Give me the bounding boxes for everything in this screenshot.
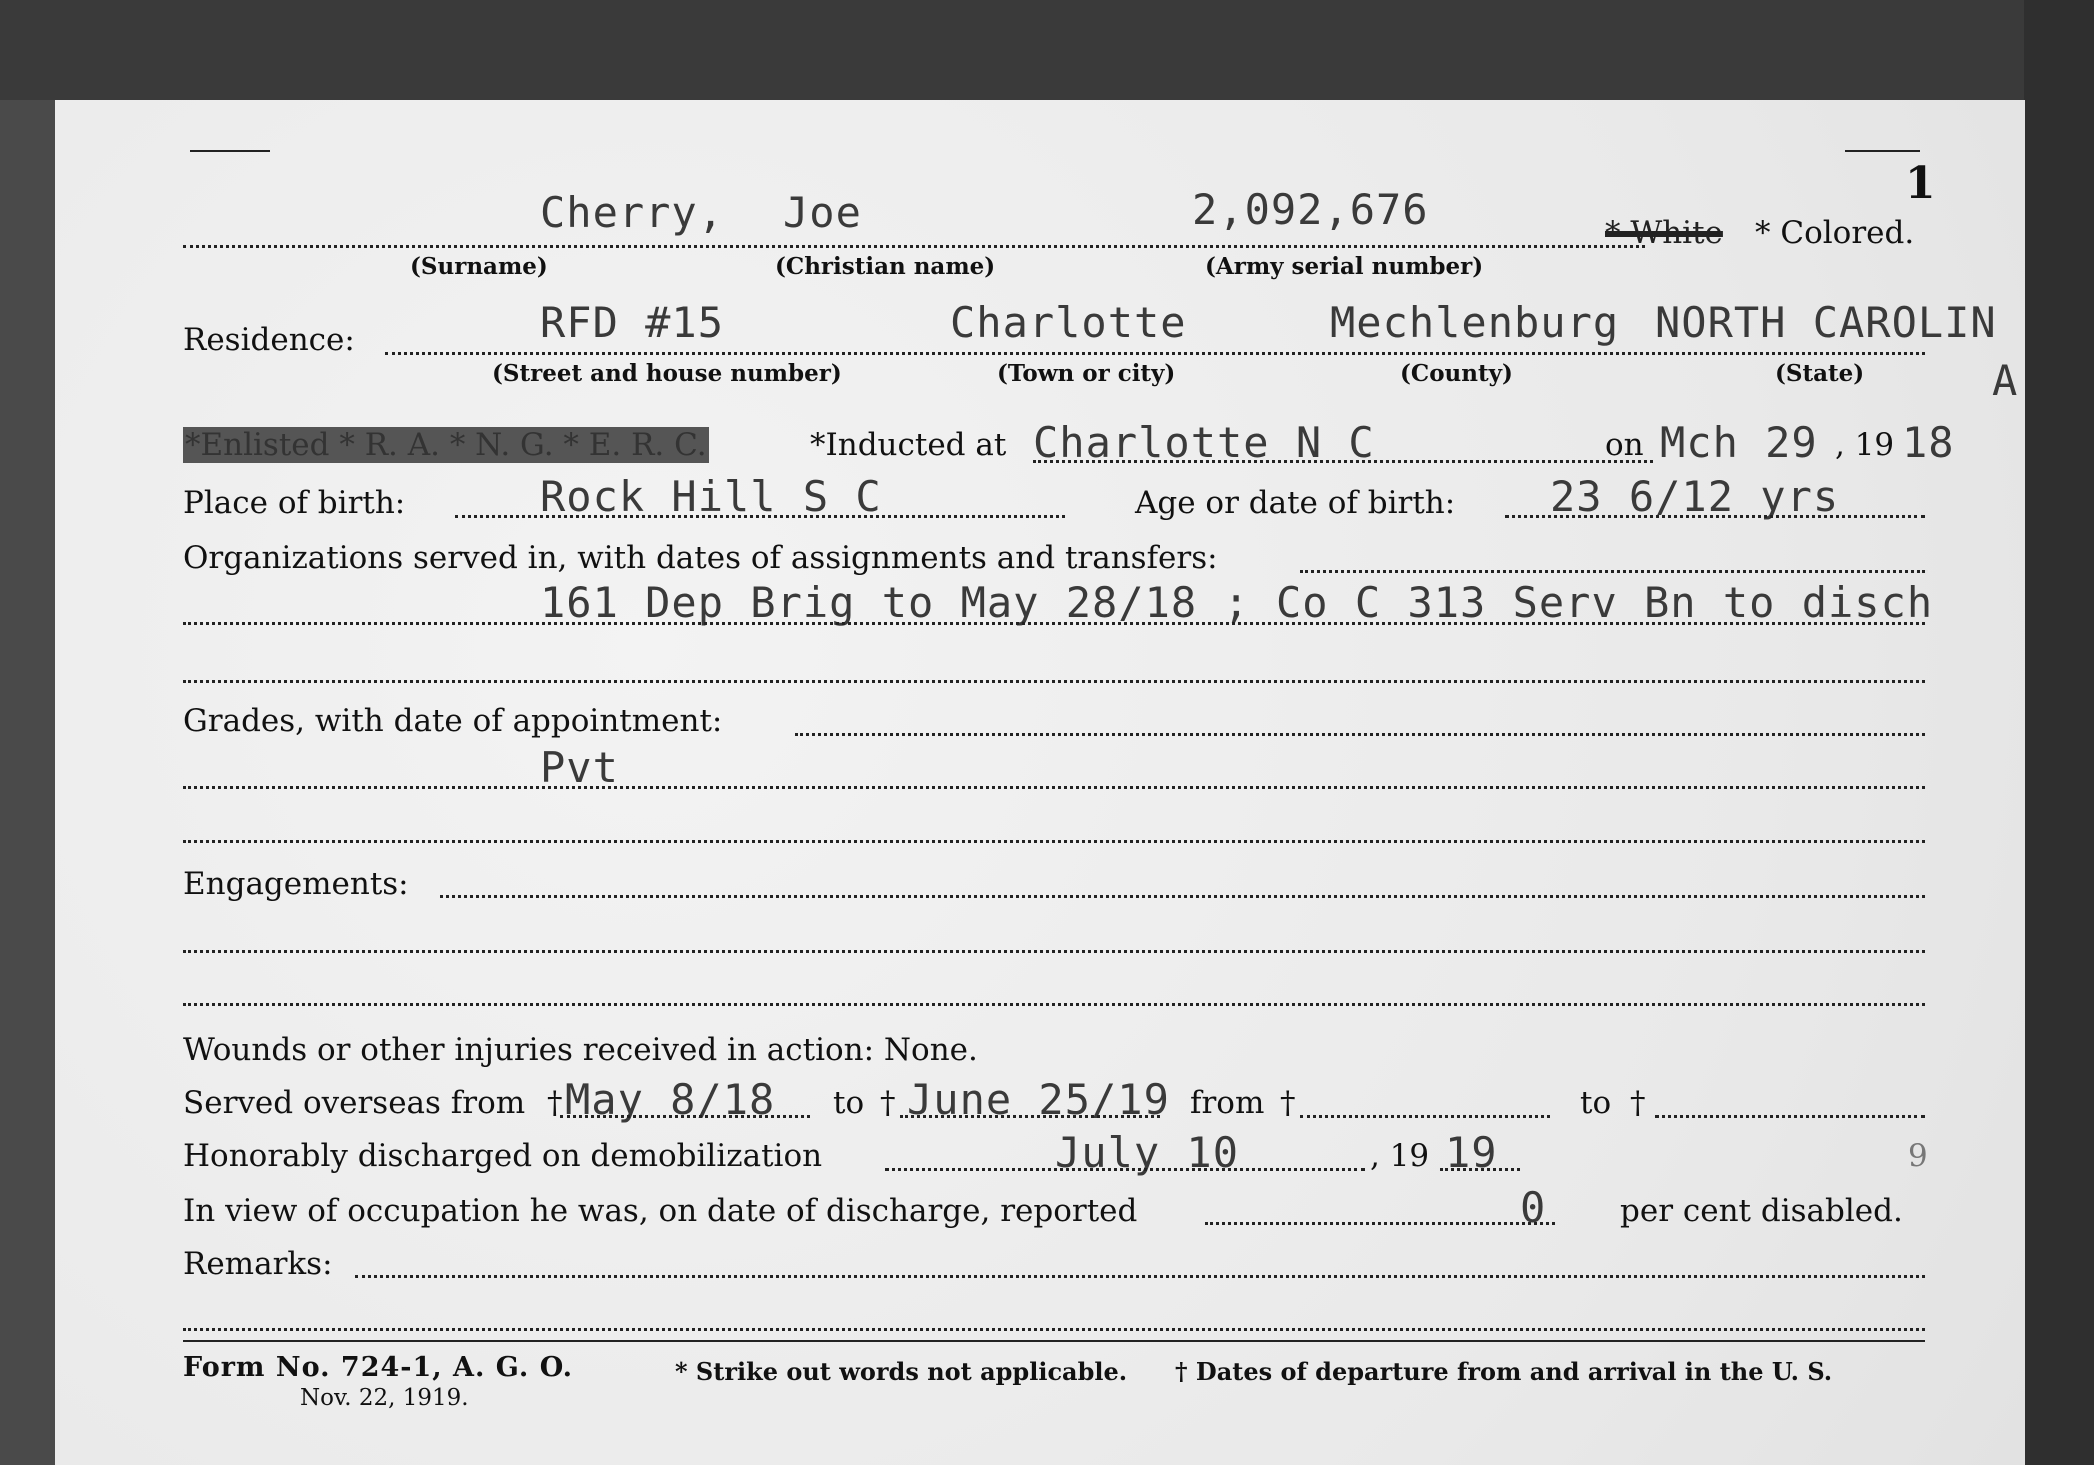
birth-place-label: Place of birth:: [183, 485, 406, 521]
state-caption: (State): [1775, 360, 1865, 387]
remarks-line-2: [183, 1328, 1925, 1331]
discharge-date-value: July 10: [1055, 1128, 1240, 1177]
engagements-line-1: [440, 895, 1925, 898]
town-caption: (Town or city): [997, 360, 1176, 387]
footer-rule: [183, 1340, 1925, 1342]
overseas-from-label-2: from: [1190, 1085, 1265, 1121]
organizations-line-2: [183, 680, 1925, 683]
form-number: Form No. 724-1, A. G. O.: [183, 1352, 574, 1383]
street-value: RFD #15: [540, 298, 725, 347]
overseas-label: Served overseas from: [183, 1085, 526, 1121]
age-label: Age or date of birth:: [1135, 485, 1456, 521]
background-top: [0, 0, 2094, 100]
inducted-label: *Inducted at: [810, 427, 1007, 463]
discharge-label: Honorably discharged on demobilization: [183, 1138, 823, 1174]
overseas-to-line: [900, 1115, 1160, 1118]
inducted-line: [1033, 460, 1653, 463]
town-value: Charlotte: [950, 298, 1187, 347]
overseas-from-value: May 8/18: [565, 1075, 776, 1124]
birth-place-line: [455, 515, 1065, 518]
race-white: * White: [1605, 215, 1723, 251]
overseas-from-line-2: [1300, 1115, 1550, 1118]
organizations-label: Organizations served in, with dates of assignments and transfers:: [183, 540, 1218, 576]
organizations-line-1: [183, 622, 1925, 625]
surname-value: Cherry,: [540, 188, 725, 237]
footer-note-strike: * Strike out words not applicable.: [675, 1357, 1128, 1386]
inducted-place-value: Charlotte N C: [1033, 418, 1375, 467]
top-right-rule: [1845, 150, 1920, 152]
discharge-line: [885, 1168, 1365, 1171]
induction-year-value: 18: [1902, 418, 1955, 467]
engagements-line-3: [183, 1003, 1925, 1006]
discharge-year-value: 19: [1445, 1128, 1498, 1177]
disability-value: 0: [1520, 1183, 1547, 1232]
grades-label-line: [795, 733, 1925, 736]
serial-number-value: 2,092,676: [1192, 185, 1429, 234]
residence-line: [385, 352, 1925, 355]
state-value: NORTH CAROLIN: [1655, 298, 1997, 347]
remarks-line-1: [355, 1275, 1925, 1278]
county-value: Mechlenburg: [1330, 298, 1620, 347]
overseas-to-label: to: [833, 1085, 865, 1121]
dagger-4: †: [1630, 1085, 1646, 1121]
remarks-label: Remarks:: [183, 1246, 333, 1282]
overseas-to-value: June 25/19: [907, 1075, 1170, 1124]
grades-line-2: [183, 840, 1925, 843]
on-label: on: [1605, 427, 1644, 463]
race-colored: * Colored.: [1755, 215, 1915, 251]
residence-label: Residence:: [183, 322, 355, 358]
form-date: Nov. 22, 1919.: [300, 1385, 469, 1411]
induction-year-prefix: , 19: [1835, 427, 1895, 463]
christian-name-value: Joe: [783, 188, 862, 237]
card-number: 1: [1905, 158, 1936, 209]
engagements-line-2: [183, 950, 1925, 953]
grades-entry: Pvt: [540, 743, 619, 792]
organizations-entry: 161 Dep Brig to May 28/18 ; Co C 313 Serv Bn to disch: [540, 578, 1934, 627]
overseas-from-line: [560, 1115, 810, 1118]
grades-line-1: [183, 786, 1925, 789]
discharge-year-prefix: , 19: [1370, 1138, 1430, 1174]
county-caption: (County): [1400, 360, 1513, 387]
induction-date-value: Mch 29: [1660, 418, 1818, 467]
dagger-3: †: [1280, 1085, 1296, 1121]
disability-suffix: per cent disabled.: [1620, 1193, 1903, 1229]
christian-caption: (Christian name): [775, 253, 996, 280]
overseas-to-line-2: [1655, 1115, 1925, 1118]
disability-line: [1205, 1222, 1555, 1225]
state-continuation: A: [1992, 356, 2019, 405]
footer-note-dates: † Dates of departure from and arrival in the U. S.: [1175, 1357, 1833, 1386]
overseas-to-label-2: to: [1580, 1085, 1612, 1121]
discharge-year-line: [1440, 1168, 1520, 1171]
age-value: 23 6/12 yrs: [1550, 472, 1840, 521]
street-caption: (Street and house number): [492, 360, 842, 387]
struck-enlistment-options: *Enlisted * R. A. * N. G. * E. R. C.: [185, 427, 707, 463]
birth-place-value: Rock Hill S C: [540, 472, 882, 521]
dagger-2: †: [880, 1085, 896, 1121]
age-line: [1505, 515, 1925, 518]
grades-label: Grades, with date of appointment:: [183, 703, 723, 739]
engagements-label: Engagements:: [183, 866, 409, 902]
name-line: [183, 245, 1645, 248]
service-record-card: [55, 100, 2025, 1465]
serial-caption: (Army serial number): [1205, 253, 1484, 280]
wounds-label: Wounds or other injuries received in action: None.: [183, 1032, 978, 1068]
disability-label: In view of occupation he was, on date of discharge, reported: [183, 1193, 1138, 1229]
background-right: [2024, 0, 2094, 1465]
top-left-rule: [190, 150, 270, 152]
organizations-label-line: [1300, 570, 1925, 573]
dagger-1: †: [547, 1085, 563, 1121]
surname-caption: (Surname): [410, 253, 548, 280]
margin-note: 9: [1908, 1138, 1928, 1174]
